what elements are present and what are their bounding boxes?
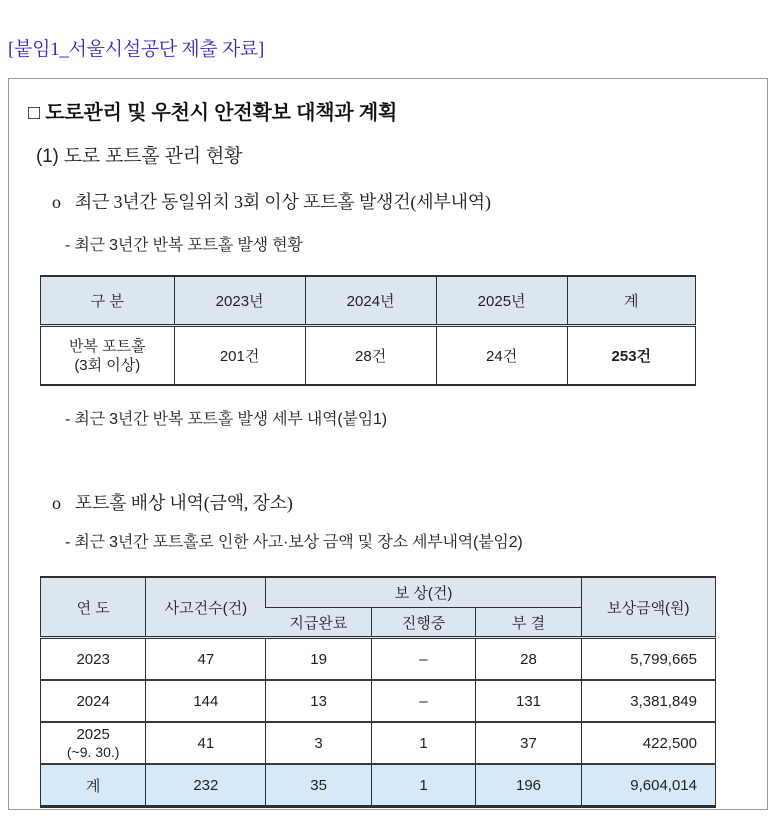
year-cell: 계 [41, 764, 146, 807]
amount-cell: 3,381,849 [581, 680, 715, 722]
year-note: (~9. 30.) [66, 744, 120, 760]
paid-cell: 35 [266, 764, 371, 807]
rejected-cell: 28 [476, 638, 581, 681]
paid-cell: 13 [266, 680, 371, 722]
bullet-text: 포트홀 배상 내역(금액, 장소) [74, 493, 293, 513]
table-row-2025 [41, 722, 716, 764]
year-cell: 2023 [41, 638, 146, 681]
year-cell: 2024 [41, 680, 146, 722]
table-header-row [41, 276, 696, 326]
document-frame [8, 78, 768, 810]
year-value: 2025 [76, 726, 110, 743]
dash-line-repeat-detail: - 최근 3년간 반복 포트홀 발생 세부 내역(붙임1) [65, 411, 387, 428]
value-cell-2024: 28건 [305, 326, 436, 386]
compensation-table [40, 576, 716, 808]
row-label-line1: 반복 포트홀 [68, 337, 146, 355]
paid-cell: 3 [266, 722, 371, 764]
bullet-line-compensation [52, 491, 767, 515]
rejected-cell: 131 [476, 680, 581, 722]
accidents-cell: 47 [146, 638, 266, 681]
header-cell-compensation-group: 보 상(건) [266, 577, 581, 608]
amount-cell: 9,604,014 [581, 764, 715, 807]
row-label-cell [41, 326, 175, 386]
header-cell-rejected: 부 결 [476, 608, 581, 638]
accidents-cell: 41 [146, 722, 266, 764]
header-cell-2024: 2024년 [305, 276, 436, 326]
amount-cell: 422,500 [581, 722, 715, 764]
header-cell-amount: 보상금액(원) [581, 577, 715, 638]
header-cell-accidents: 사고건수(건) [146, 577, 266, 638]
in-progress-cell: – [371, 680, 476, 722]
year-cell [41, 722, 146, 764]
table-header-row-1 [41, 577, 716, 608]
dash-line-repeat-status: - 최근 3년간 반복 포트홀 발생 현황 [65, 237, 303, 254]
in-progress-cell: 1 [371, 764, 476, 807]
bullet-text: 최근 3년간 동일위치 3회 이상 포트홀 발생건(세부내역) [74, 192, 491, 212]
rejected-cell: 37 [476, 722, 581, 764]
bullet-marker: o [52, 493, 61, 513]
in-progress-cell: 1 [371, 722, 476, 764]
sub-heading: (1) 도로 포트홀 관리 현황 [36, 146, 243, 167]
in-progress-cell: – [371, 638, 476, 681]
dash-line-compensation-detail: - 최근 3년간 포트홀로 인한 사고·보상 금액 및 장소 세부내역(붙임2) [65, 534, 523, 551]
header-cell-2023: 2023년 [174, 276, 305, 326]
section-heading: □ 도로관리 및 우천시 안전확보 대책과 계획 [28, 102, 398, 124]
table-row-2024 [41, 680, 716, 722]
rejected-cell: 196 [476, 764, 581, 807]
table-row-2023 [41, 638, 716, 681]
accidents-cell: 144 [146, 680, 266, 722]
table-row [41, 326, 696, 386]
paid-cell: 19 [266, 638, 371, 681]
header-cell-in-progress: 진행중 [371, 608, 476, 638]
bullet-marker: o [52, 192, 61, 212]
row-label-line2: (3회 이상) [74, 356, 141, 374]
attachment-title: [붙임1_서울시설공단 제출 자료] [8, 39, 265, 60]
bullet-line-occurrence [52, 190, 767, 214]
value-cell-total: 253건 [567, 326, 695, 386]
header-cell-category: 구 분 [41, 276, 175, 326]
value-cell-2025: 24건 [436, 326, 567, 386]
accidents-cell: 232 [146, 764, 266, 807]
header-cell-paid: 지급완료 [266, 608, 371, 638]
header-cell-year: 연 도 [41, 577, 146, 638]
header-cell-total: 계 [567, 276, 695, 326]
amount-cell: 5,799,665 [581, 638, 715, 681]
value-cell-2023: 201건 [174, 326, 305, 386]
header-cell-2025: 2025년 [436, 276, 567, 326]
repeat-pothole-table [40, 275, 696, 386]
table-row-total [41, 764, 716, 807]
